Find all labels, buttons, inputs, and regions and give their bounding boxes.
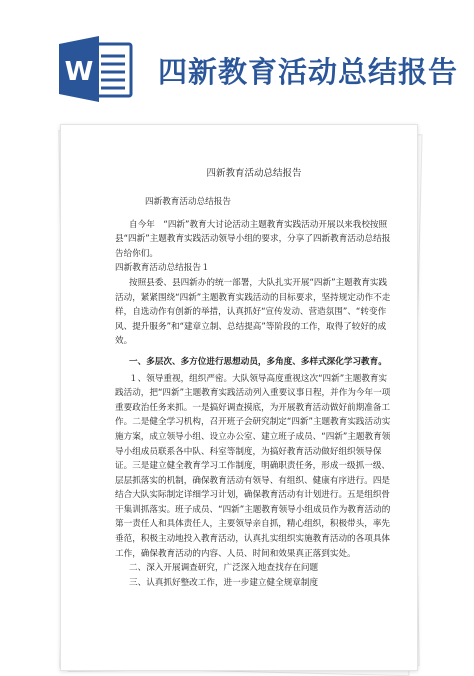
document-page [60,124,418,671]
heading-3: 三、认真抓好整改工作，进一步建立健全规章制度 [129,577,319,588]
document-preview [60,124,422,669]
body-paragraph-1: 按照县委、县四新办的统一部署，大队扎实开展“四新”主题教育实践活动，紧紧围绕“四新”主题教育实践活动的目标要求，坚持规定动作不走样，自选动作有创新的举措，认真抓好“宣传发动、营造氛围”、“转变作风、提升服务”和“建章立制、总结提高”等阶段的工作，取得了较好的成效。 [115,277,391,347]
section-title: 四新教育活动总结报告１ [115,263,210,274]
heading-2: 二、深入开展调查研究，广泛深入地查找存在问题 [129,563,319,574]
heading-1: 一、多层次、多方位进行思想动员，多角度、多样式深化学习教育。 [129,356,387,367]
intro-paragraph: 自今年 “四新”教育大讨论活动主题教育实践活动开展以来我校按照县“四新”主题教育实践活动领导小组的要求，分享了四新教育活动总结报告给你们。 [115,219,391,259]
word-icon [57,36,135,102]
banner-title: 四新教育活动总结报告 [158,55,459,89]
body-paragraph-2: １、领导重视，组织严密。大队领导高度重视这次“四新”主题教育实践活动，把“四新”主题教育实践活动列入重要议事日程，并作为今年一项重要政治任务来抓。一是搞好调查摸底，为开展教育活动做好前期准备工作。二是健全学习机构，召开班子会研究制定“四新”主题教育实践活动实施方案，成立领导小组、设立办公室、建立班子成员、“四新”主题教育领导小组成员联系各中队、科室等制度，为搞好教育活动做好组织领导保证。三是建立健全教育学习工作制度，明确职责任务，形成一级抓一级、层层抓落实的机制，确保教育活动有领导、有组织、健康有序进行。四是结合大队实际制定详细学习计划，确保教育活动有计划进行。五是组织骨干集训抓落实。班子成员、“四新”主题教育领导小组成员作为教育活动的第一责任人和具体责任人，主要领导亲自抓，精心组织，积极带头，率先垂范，积极主动地投入教育活动，认真扎实组织实施教育活动的各项具体工作，确保教育活动的内容、人员、时间和效果真正落到实处。 [115,373,391,559]
document-body [115,165,393,590]
document-title: 四新教育活动总结报告 [206,168,302,179]
document-subtitle: 四新教育活动总结报告 [145,197,231,207]
word-icon-letter: W [64,57,94,87]
banner [0,0,474,118]
